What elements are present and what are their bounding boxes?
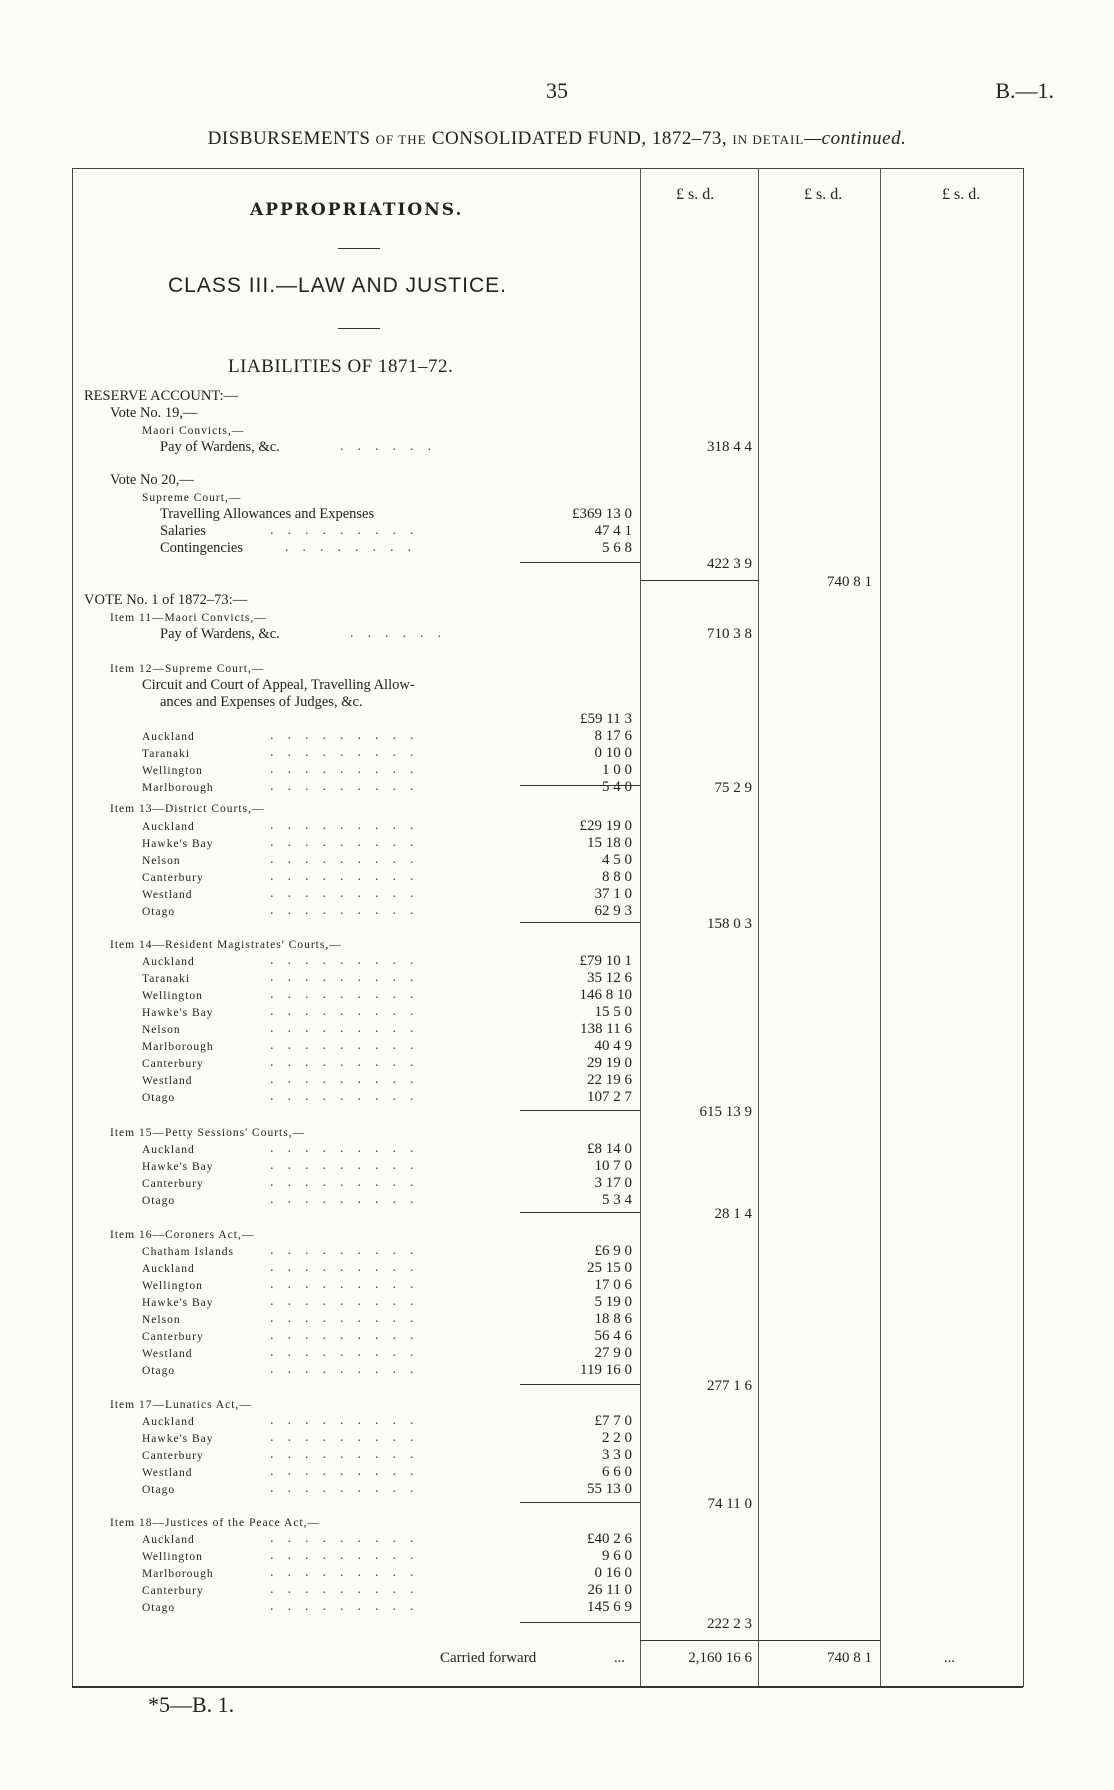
subtotal-rule <box>520 922 640 923</box>
vote-1-label: VOTE No. 1 of 1872–73:— <box>84 592 248 608</box>
item-15-label: Item 15—Petty Sessions' Courts,— <box>110 1127 306 1139</box>
vote-20-label: Vote No 20,— <box>110 472 194 488</box>
heading-liabilities: LIABILITIES OF 1871–72. <box>228 356 454 377</box>
item-17-total: 74 11 0 <box>707 1496 752 1512</box>
item-12-total: 75 2 9 <box>714 780 752 796</box>
table-cell-amount: 15 5 0 <box>594 1004 632 1020</box>
salaries-amount: 47 4 1 <box>594 523 632 539</box>
leader-dots: ...... <box>340 439 445 454</box>
reserve-account-label: RESERVE ACCOUNT:— <box>84 388 239 404</box>
item-15-total: 28 1 4 <box>714 1206 752 1222</box>
page-title <box>0 128 1114 150</box>
subtotal-rule <box>520 562 640 563</box>
leader-dots: ......... <box>270 835 428 850</box>
divider <box>338 248 380 249</box>
place-label: Auckland <box>142 956 195 968</box>
table-cell-amount: 56 4 6 <box>594 1328 632 1344</box>
table-cell-amount: 10 7 0 <box>594 1158 632 1174</box>
place-label: Hawke's Bay <box>142 1161 214 1173</box>
pay-wardens-label: Pay of Wardens, &c. <box>160 439 280 455</box>
leader-dots: ......... <box>270 1021 428 1036</box>
table-cell-amount: 26 11 0 <box>587 1582 632 1598</box>
leader-dots: ......... <box>270 1260 428 1275</box>
carried-forward-label: Carried forward <box>440 1650 537 1666</box>
leader-dots: ......... <box>270 523 428 538</box>
table-cell-amount: 9 6 0 <box>602 1548 632 1564</box>
leader-dots: ......... <box>270 1531 428 1546</box>
travelling-label: Travelling Allowances and Expenses <box>160 506 375 522</box>
item-11-label: Item 11—Maori Convicts,— <box>110 612 267 624</box>
item-16-total: 277 1 6 <box>707 1378 752 1394</box>
place-label: Otago <box>142 1092 176 1104</box>
place-label: Canterbury <box>142 1178 204 1190</box>
item-18-total: 222 2 3 <box>707 1616 752 1632</box>
leader-dots: ......... <box>270 1038 428 1053</box>
place-label: Canterbury <box>142 1450 204 1462</box>
leader-dots: ......... <box>270 886 428 901</box>
leader-dots: ......... <box>270 1277 428 1292</box>
carried-forward-col3: 740 8 1 <box>827 1650 872 1666</box>
table-cell-amount: £8 14 0 <box>587 1141 632 1157</box>
table-cell-amount: 27 9 0 <box>594 1345 632 1361</box>
table-cell-amount: 3 3 0 <box>602 1447 632 1463</box>
leader-dots: ......... <box>270 869 428 884</box>
leader-dots: ......... <box>270 1362 428 1377</box>
item-11-total: 710 3 8 <box>707 626 752 642</box>
leader-dots: ......... <box>270 852 428 867</box>
place-label: Auckland <box>142 1534 195 1546</box>
place-label: Nelson <box>142 1024 181 1036</box>
place-label: Hawke's Bay <box>142 1297 214 1309</box>
leader-dots: ......... <box>270 1004 428 1019</box>
divider <box>338 328 380 329</box>
place-label: Marlborough <box>142 1568 214 1580</box>
place-label: Hawke's Bay <box>142 1433 214 1445</box>
place-label: Chatham Islands <box>142 1246 234 1258</box>
item-13-total: 158 0 3 <box>707 916 752 932</box>
table-cell-amount: 138 11 6 <box>580 1021 632 1037</box>
table-cell-amount: 25 15 0 <box>587 1260 632 1276</box>
leader-dots: ......... <box>270 1413 428 1428</box>
table-cell-amount: 4 5 0 <box>602 852 632 868</box>
contingencies-label: Contingencies <box>160 540 243 556</box>
place-label: Westland <box>142 1348 193 1360</box>
leader-dots: ......... <box>270 1294 428 1309</box>
place-label: Wellington <box>142 1551 203 1563</box>
leader-dots: ......... <box>270 1175 428 1190</box>
item-16-label: Item 16—Coroners Act,— <box>110 1229 255 1241</box>
place-label: Nelson <box>142 855 181 867</box>
place-label: Otago <box>142 1484 176 1496</box>
table-cell-amount: 35 12 6 <box>587 970 632 986</box>
table-cell-amount: 40 4 9 <box>594 1038 632 1054</box>
item-12-label: Item 12—Supreme Court,— <box>110 663 265 675</box>
table-cell-amount: 37 1 0 <box>594 886 632 902</box>
table-cell-amount: 8 17 6 <box>594 728 632 744</box>
table-cell-amount: 5 19 0 <box>594 1294 632 1310</box>
subtotal-rule <box>520 1110 640 1111</box>
place-label: Hawke's Bay <box>142 1007 214 1019</box>
leader-dots: ......... <box>270 1192 428 1207</box>
subtotal-rule <box>520 1502 640 1503</box>
place-label: Westland <box>142 1075 193 1087</box>
place-label: Canterbury <box>142 1058 204 1070</box>
place-label: Auckland <box>142 1144 195 1156</box>
vote-19-label: Vote No. 19,— <box>110 405 198 421</box>
place-label: Wellington <box>142 1280 203 1292</box>
place-label: Taranaki <box>142 973 191 985</box>
title-of-the: OF THE <box>375 132 427 147</box>
document-reference: B.—1. <box>995 78 1054 103</box>
place-label: Canterbury <box>142 1331 204 1343</box>
table-cell-amount: 8 8 0 <box>602 869 632 885</box>
place-label: Auckland <box>142 1263 195 1275</box>
leader-dots: ......... <box>270 1311 428 1326</box>
table-cell-amount: £6 9 0 <box>594 1243 632 1259</box>
leader-dots: ......... <box>270 745 428 760</box>
table-cell-amount: 62 9 3 <box>594 903 632 919</box>
item-11-pay-label: Pay of Wardens, &c. <box>160 626 280 642</box>
item-13-label: Item 13—District Courts,— <box>110 803 265 815</box>
subtotal-rule <box>640 580 758 581</box>
vote-19-total: 318 4 4 <box>707 439 752 455</box>
leader-dots: ......... <box>270 987 428 1002</box>
total-rule <box>758 1640 880 1641</box>
place-label: Auckland <box>142 731 195 743</box>
leader-dots: ......... <box>270 903 428 918</box>
leader-dots: ......... <box>270 1141 428 1156</box>
leader-dots: ........ <box>285 540 425 555</box>
vote-20-total: 422 3 9 <box>707 556 752 572</box>
title-fund: CONSOLIDATED FUND, 1872–73, <box>431 128 728 149</box>
column-divider <box>758 168 759 1686</box>
leader-dots: ......... <box>270 1548 428 1563</box>
place-label: Canterbury <box>142 872 204 884</box>
leader-dots: ......... <box>270 728 428 743</box>
place-label: Westland <box>142 889 193 901</box>
leader-dots: ......... <box>270 1447 428 1462</box>
liabilities-total: 740 8 1 <box>827 574 872 590</box>
table-cell-amount: £7 7 0 <box>594 1413 632 1429</box>
table-cell-amount: 22 19 6 <box>587 1072 632 1088</box>
item-12-desc-1: Circuit and Court of Appeal, Travelling Allow- <box>142 677 415 693</box>
table-cell-amount: 0 16 0 <box>594 1565 632 1581</box>
leader-dots: ......... <box>270 1089 428 1104</box>
carried-forward-col2: 2,160 16 6 <box>688 1650 752 1666</box>
table-cell-amount: 2 2 0 <box>602 1430 632 1446</box>
place-label: Wellington <box>142 990 203 1002</box>
leader-dots: ......... <box>270 762 428 777</box>
table-cell-amount: 6 6 0 <box>602 1464 632 1480</box>
table-cell-amount: 3 17 0 <box>594 1175 632 1191</box>
item-18-label: Item 18—Justices of the Peace Act,— <box>110 1517 321 1529</box>
salaries-label: Salaries <box>160 523 206 539</box>
leader-dots: ......... <box>270 1481 428 1496</box>
place-label: Marlborough <box>142 1041 214 1053</box>
table-cell-amount: £40 2 6 <box>587 1531 632 1547</box>
leader-dots: ......... <box>270 779 428 794</box>
table-cell-amount: 5 4 0 <box>602 779 632 795</box>
page-number: 35 <box>546 78 568 103</box>
title-main: DISBURSEMENTS <box>207 128 371 149</box>
title-in-detail: IN DETAIL <box>732 132 805 147</box>
column-header-1: £ s. d. <box>676 186 715 203</box>
table-cell-amount: 119 16 0 <box>580 1362 632 1378</box>
carried-forward-col4: ... <box>944 1650 955 1666</box>
leader-dots: ......... <box>270 1582 428 1597</box>
column-divider <box>880 168 881 1686</box>
leader-dots: ......... <box>270 1055 428 1070</box>
place-label: Taranaki <box>142 748 191 760</box>
place-label: Auckland <box>142 821 195 833</box>
leader-dots: ......... <box>270 1158 428 1173</box>
supreme-court-label: Supreme Court,— <box>142 492 242 504</box>
place-label: Nelson <box>142 1314 181 1326</box>
column-header-2: £ s. d. <box>804 186 843 203</box>
table-cell-amount: 15 18 0 <box>587 835 632 851</box>
table-cell-amount: £59 11 3 <box>580 711 632 727</box>
leader-dots: ......... <box>270 1464 428 1479</box>
place-label: Otago <box>142 906 176 918</box>
contingencies-amount: 5 6 8 <box>602 540 632 556</box>
leader-dots: ......... <box>270 1243 428 1258</box>
place-label: Wellington <box>142 765 203 777</box>
place-label: Canterbury <box>142 1585 204 1597</box>
place-label: Auckland <box>142 1416 195 1428</box>
table-cell-amount: £29 19 0 <box>579 818 632 834</box>
item-12-desc-2: ances and Expenses of Judges, &c. <box>160 694 363 710</box>
table-cell-amount: 145 6 9 <box>587 1599 632 1615</box>
leader-dots: ......... <box>270 1430 428 1445</box>
leader-dots: ......... <box>270 1565 428 1580</box>
table-cell-amount: £79 10 1 <box>579 953 632 969</box>
place-label: Otago <box>142 1195 176 1207</box>
leader-dots: ......... <box>270 970 428 985</box>
table-cell-amount: 1 0 0 <box>602 762 632 778</box>
table-cell-amount: 5 3 4 <box>602 1192 632 1208</box>
table-cell-amount: 18 8 6 <box>594 1311 632 1327</box>
column-header-3: £ s. d. <box>942 186 981 203</box>
title-continued: —continued. <box>804 128 907 149</box>
leader-dots: ......... <box>270 1599 428 1614</box>
table-cell-amount: 0 10 0 <box>594 745 632 761</box>
leader-dots: ......... <box>270 1345 428 1360</box>
table-cell-amount: 107 2 7 <box>587 1089 632 1105</box>
leader-dots: ...... <box>350 626 455 641</box>
subtotal-rule <box>520 1622 640 1623</box>
subtotal-rule <box>520 785 640 786</box>
heading-class: CLASS III.—LAW AND JUSTICE. <box>168 274 507 297</box>
table-bottom-rule <box>72 1686 1023 1688</box>
table-cell-amount: 55 13 0 <box>587 1481 632 1497</box>
table-cell-amount: 29 19 0 <box>587 1055 632 1071</box>
heading-appropriations: APPROPRIATIONS. <box>250 200 464 220</box>
place-label: Westland <box>142 1467 193 1479</box>
item-14-label: Item 14—Resident Magistrates' Courts,— <box>110 939 342 951</box>
travelling-amount: £369 13 0 <box>572 506 632 522</box>
leader-dots: ......... <box>270 818 428 833</box>
leader-dots: ......... <box>270 1328 428 1343</box>
leader-dots: ......... <box>270 1072 428 1087</box>
place-label: Marlborough <box>142 782 214 794</box>
table-cell-amount: 146 8 10 <box>579 987 632 1003</box>
place-label: Hawke's Bay <box>142 838 214 850</box>
total-rule <box>640 1640 758 1641</box>
place-label: Otago <box>142 1602 176 1614</box>
table-cell-amount: 17 0 6 <box>594 1277 632 1293</box>
maori-convicts-label: Maori Convicts,— <box>142 425 245 437</box>
place-label: Otago <box>142 1365 176 1377</box>
item-14-total: 615 13 9 <box>699 1104 752 1120</box>
leader-dots: ......... <box>270 953 428 968</box>
item-17-label: Item 17—Lunatics Act,— <box>110 1399 252 1411</box>
subtotal-rule <box>520 1384 640 1385</box>
carried-forward-dots: ... <box>614 1650 625 1666</box>
footer-signature: *5—B. 1. <box>148 1692 235 1717</box>
subtotal-rule <box>520 1212 640 1213</box>
